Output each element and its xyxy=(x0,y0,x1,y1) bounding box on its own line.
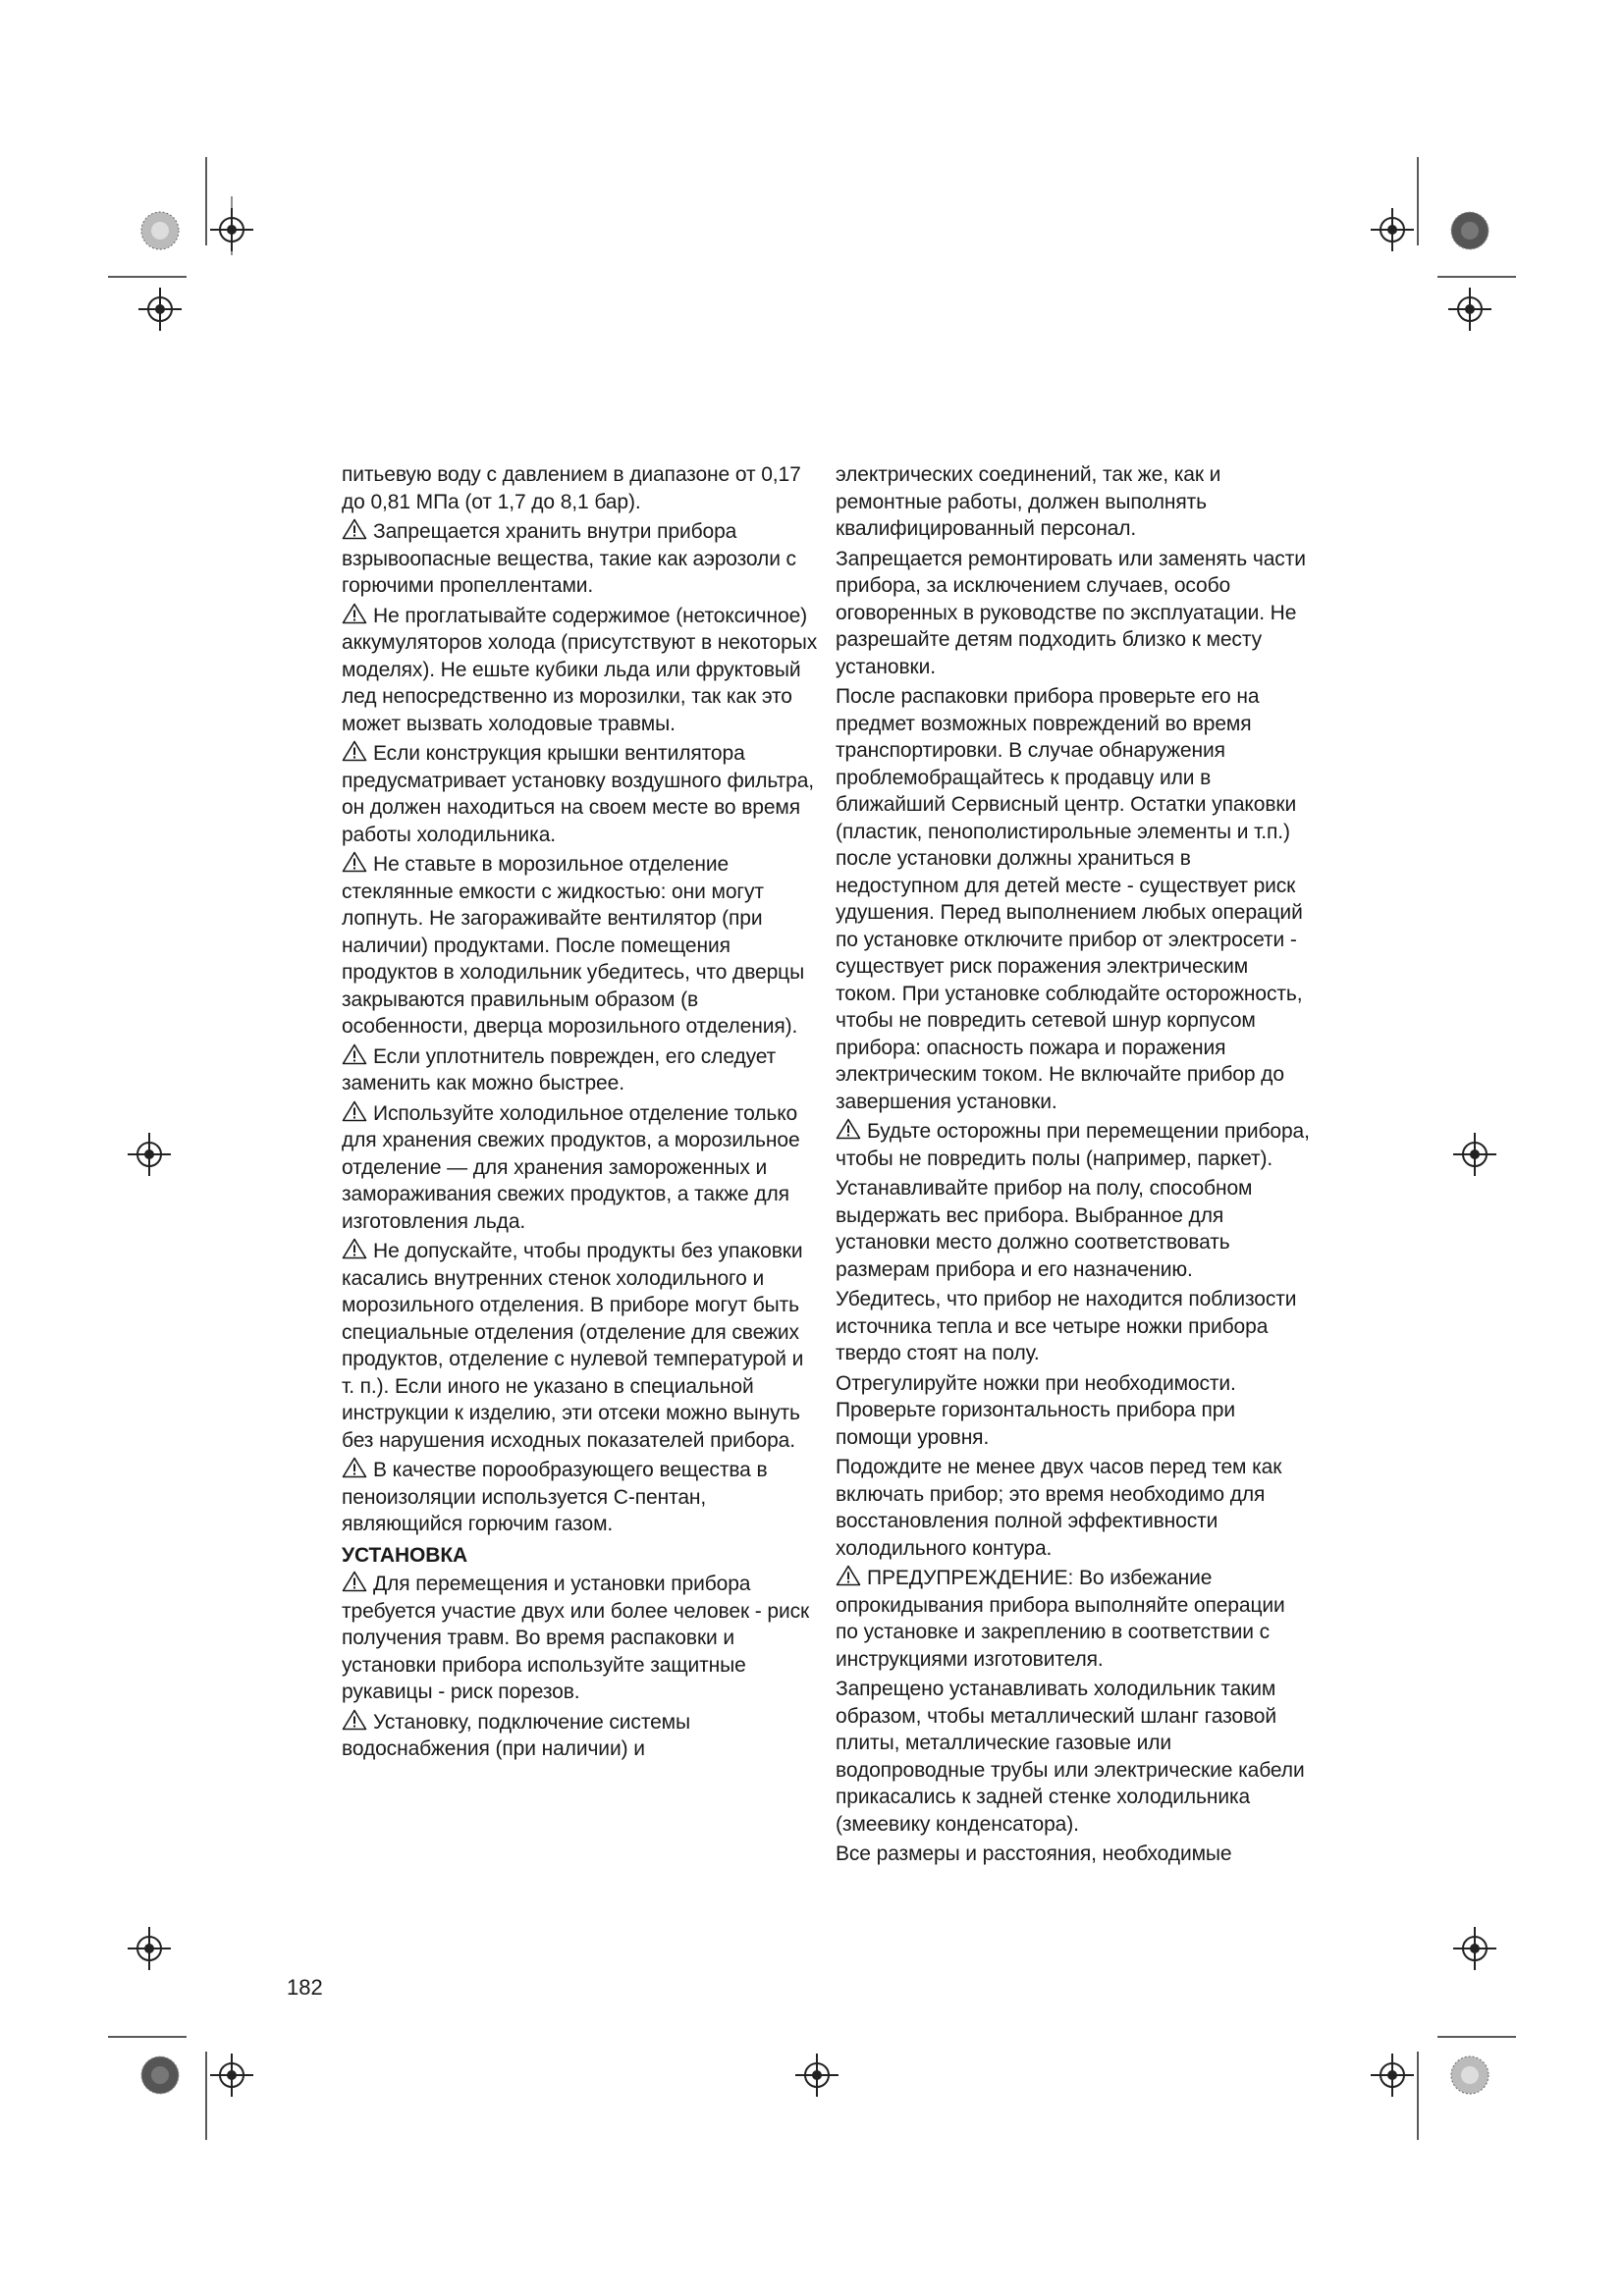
paragraph-text: Для перемещения и установки прибора требуется участие двух или более человек - риск получения травм. Во время распаковки и установки прибора используйте защитные рукавицы - риск порезов. xyxy=(342,1573,810,1703)
warning-triangle-icon xyxy=(836,1565,863,1586)
paragraph-text: УСТАНОВКА xyxy=(342,1543,468,1567)
warning-triangle-icon xyxy=(342,1100,369,1122)
paragraph xyxy=(836,546,1312,681)
paragraph xyxy=(836,1286,1312,1367)
registration-mark-icon xyxy=(1448,288,1491,331)
warning-triangle-icon xyxy=(342,603,369,624)
left-column xyxy=(342,461,818,1766)
paragraph-text: Не ставьте в морозильное отделение стеклянные емкости с жидкостью: они могут лопнуть. Не загораживайте вентилятор (при наличии) продуктами. После помещения продуктов в холодильник убедитесь, что дверцы закрываются правильным образом (в особенности, дверца морозильного отделения). xyxy=(342,853,805,1038)
paragraph-text: электрических соединений, так же, как и ремонтные работы, должен выполнять квалифицированный персонал. xyxy=(836,463,1221,540)
registration-mark-icon xyxy=(1371,208,1414,251)
warning-paragraph xyxy=(342,1571,818,1706)
warning-triangle-icon xyxy=(342,1709,369,1731)
paragraph-text: Используйте холодильное отделение только для хранения свежих продуктов, а морозильное отделение — для хранения замороженных и замораживания свежих продуктов, а также для изготовления льда. xyxy=(342,1101,800,1233)
warning-paragraph xyxy=(342,1238,818,1454)
warning-triangle-icon xyxy=(342,518,369,540)
paragraph-text: После распаковки прибора проверьте его на предмет возможных повреждений во время транспортировки. В случае обнаружения проблемобращайтесь к продавцу или в ближайший Сервисный центр. Остатки упаковки (пластик, пенополистирольные элементы и т.п.) после установки должны храниться в недоступном для детей месте - существует риск удушения. Перед выполнением любых операций по установке отключите прибор от электросети - существует риск поражения электрическим током. При установке соблюдайте осторожность, чтобы не повредить сетевой шнур корпусом прибора: опасность пожара и поражения электрическим током. Не включайте прибор до завершения установки. xyxy=(836,685,1303,1113)
warning-triangle-icon xyxy=(342,1571,369,1592)
paragraph-text: Отрегулируйте ножки при необходимости. Проверьте горизонтальность прибора при помощи уровня. xyxy=(836,1371,1236,1449)
warning-triangle-icon xyxy=(342,851,369,873)
paragraph-text: Запрещено устанавливать холодильник таким образом, чтобы металлический шланг газовой плиты, металлические газовые или водопроводные трубы или электрические кабели прикасались к задней стенке холодильника (змеевику конденсатора). xyxy=(836,1678,1305,1836)
right-column xyxy=(836,461,1312,1871)
warning-triangle-icon xyxy=(836,1118,863,1140)
color-wheel-icon xyxy=(141,2056,179,2094)
warning-paragraph xyxy=(342,740,818,848)
color-wheel-icon xyxy=(141,212,179,249)
paragraph xyxy=(836,683,1312,1115)
section-heading xyxy=(342,1542,818,1570)
registration-mark-icon xyxy=(128,1927,171,1970)
color-wheel-icon xyxy=(1451,2056,1489,2094)
warning-paragraph xyxy=(342,603,818,738)
paragraph-text: ПРЕДУПРЕЖДЕНИЕ: Во избежание опрокидывания прибора выполняйте операции по установке и закреплению в соответствии с инструкциями изготовителя. xyxy=(836,1567,1285,1671)
paragraph-text: Запрещается хранить внутри прибора взрывоопасные вещества, такие как аэрозоли с горючими пропеллентами. xyxy=(342,520,796,597)
paragraph-text: Если конструкция крышки вентилятора предусматривает установку воздушного фильтра, он должен находиться на своем месте во время работы холодильника. xyxy=(342,742,815,846)
warning-paragraph xyxy=(342,1043,818,1097)
warning-paragraph xyxy=(836,1118,1312,1172)
paragraph-text: Подождите не менее двух часов перед тем как включать прибор; это время необходимо для восстановления полной эффективности холодильного контура. xyxy=(836,1456,1282,1560)
paragraph-text: В качестве порообразующего вещества в пеноизоляции используется С-пентан, являющийся горючим газом. xyxy=(342,1459,768,1535)
paragraph xyxy=(836,461,1312,543)
warning-triangle-icon xyxy=(342,1238,369,1259)
paragraph xyxy=(342,461,818,515)
paragraph xyxy=(836,1841,1312,1868)
warning-triangle-icon xyxy=(342,740,369,762)
paragraph-text: питьевую воду с давлением в диапазоне от 0,17 до 0,81 МПа (от 1,7 до 8,1 бар). xyxy=(342,463,801,513)
registration-mark-icon xyxy=(1371,2054,1414,2097)
warning-paragraph xyxy=(342,1100,818,1236)
paragraph xyxy=(836,1175,1312,1283)
registration-mark-icon xyxy=(128,1133,171,1176)
paragraph-text: Будьте осторожны при перемещении прибора, чтобы не повредить полы (например, паркет). xyxy=(836,1120,1310,1170)
registration-mark-icon xyxy=(1453,1133,1496,1176)
warning-paragraph xyxy=(342,1457,818,1538)
warning-triangle-icon xyxy=(342,1043,369,1065)
color-wheel-icon xyxy=(1451,212,1489,249)
warning-paragraph xyxy=(342,851,818,1041)
paragraph-text: Не допускайте, чтобы продукты без упаковки касались внутренних стенок холодильного и морозильного отделения. В приборе могут быть специальные отделения (отделение для свежих продуктов, отделение с нулевой температурой и т. п.). Если иного не указано в специальной инструкции к изделию, эти отсеки можно вынуть без нарушения исходных показателей прибора. xyxy=(342,1240,804,1452)
paragraph-text: Все размеры и расстояния, необходимые xyxy=(836,1842,1232,1865)
registration-mark-icon xyxy=(138,288,182,331)
warning-triangle-icon xyxy=(342,1457,369,1478)
paragraph xyxy=(836,1370,1312,1452)
paragraph-text: Убедитесь, что прибор не находится поблизости источника тепла и все четыре ножки прибора твердо стоят на полу. xyxy=(836,1288,1297,1364)
paragraph-text: Устанавливайте прибор на полу, способном выдержать вес прибора. Выбранное для установки место должно соответствовать размерам прибора и его назначению. xyxy=(836,1177,1253,1281)
warning-paragraph xyxy=(342,518,818,600)
registration-mark-icon xyxy=(1453,1927,1496,1970)
registration-mark-icon xyxy=(210,2054,253,2097)
paragraph-text: Если уплотнитель поврежден, его следует заменить как можно быстрее. xyxy=(342,1044,777,1095)
registration-mark-icon xyxy=(795,2054,839,2097)
paragraph-text: Запрещается ремонтировать или заменять части прибора, за исключением случаев, особо оговоренных в руководстве по эксплуатации. Не разрешайте детям подходить близко к месту установки. xyxy=(836,547,1306,678)
paragraph-text: Не проглатывайте содержимое (нетоксичное) аккумуляторов холода (присутствуют в некоторых моделях). Не ешьте кубики льда или фруктовый лед непосредственно из морозилки, так как это может вызвать холодовые травмы. xyxy=(342,604,818,735)
page-number: 182 xyxy=(287,1975,323,2000)
paragraph-text: Установку, подключение системы водоснабжения (при наличии) и xyxy=(342,1710,691,1760)
paragraph xyxy=(836,1454,1312,1562)
paragraph xyxy=(836,1676,1312,1838)
warning-paragraph xyxy=(342,1709,818,1763)
warning-paragraph xyxy=(836,1565,1312,1673)
